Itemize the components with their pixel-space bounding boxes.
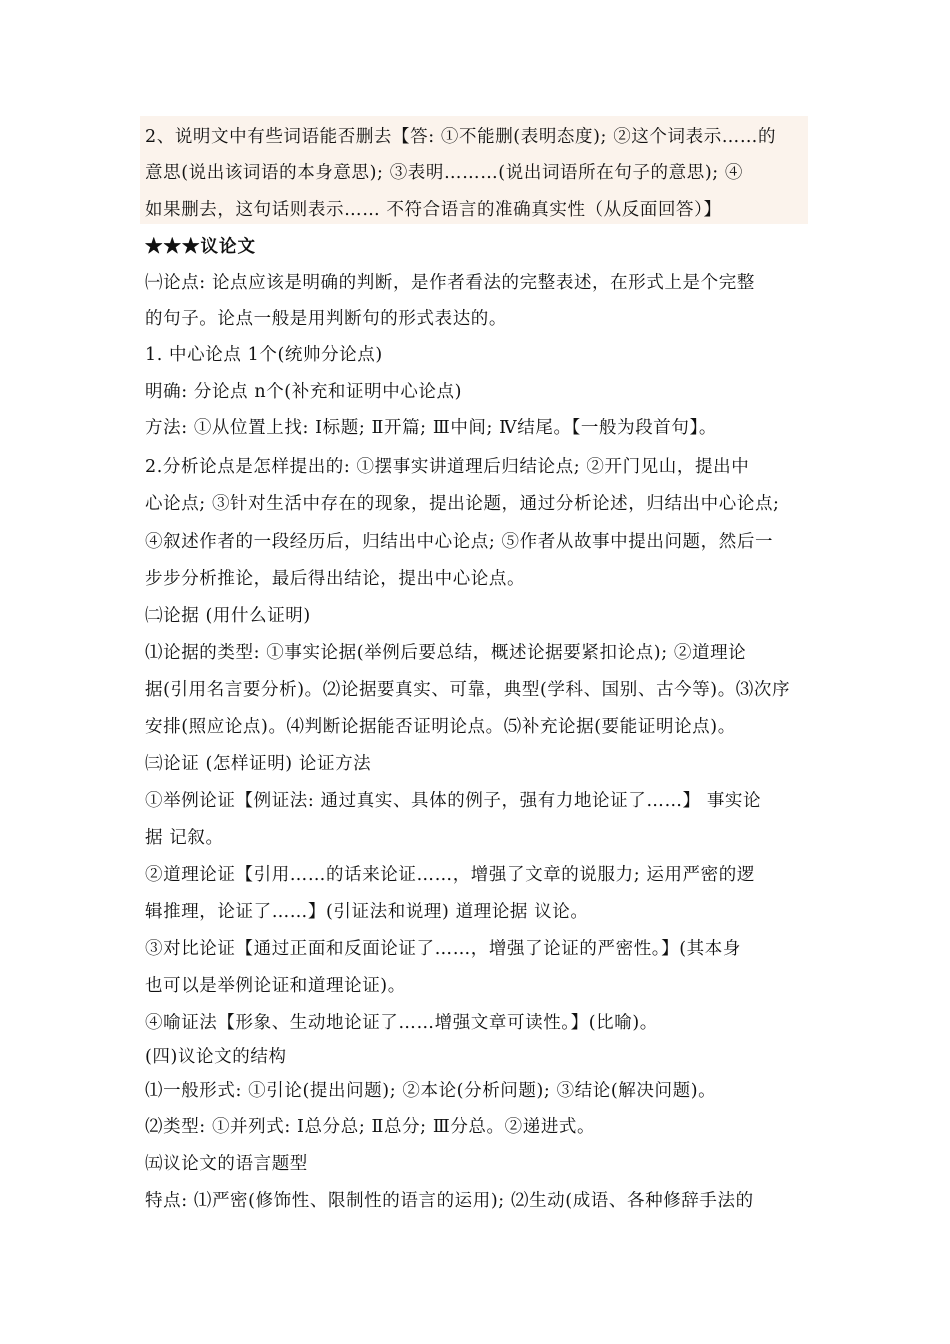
text-line-30: 特点: ⑴严密(修饰性、限制性的语言的运用); ⑵生动(成语、各种修辞手法的 bbox=[145, 1191, 754, 1211]
text-line-18: ㈢论证 (怎样证明) 论证方法 bbox=[145, 754, 372, 774]
text-line-16: 据(引用名言要分析)。⑵论据要真实、可靠，典型(学科、国别、古今等)。⑶次序 bbox=[145, 680, 791, 700]
text-line-28: ⑵类型: ①并列式: Ⅰ总分总; Ⅱ总分; Ⅲ分总。②递进式。 bbox=[145, 1117, 596, 1137]
text-line-6: 的句子。论点一般是用判断句的形式表达的。 bbox=[145, 309, 507, 329]
text-line-8: 明确: 分论点 n个(补充和证明中心论点) bbox=[145, 382, 463, 402]
text-line-14: ㈡论据 (用什么证明) bbox=[145, 606, 311, 626]
text-line-20: 据 记叙。 bbox=[145, 828, 224, 848]
text-line-17: 安排(照应论点)。⑷判断论据能否证明论点。⑸补充论据(要能证明论点)。 bbox=[145, 717, 736, 737]
text-line-25: ④喻证法【形象、生动地论证了……增强文章可读性。】(比喻)。 bbox=[145, 1013, 658, 1033]
text-line-12: ④叙述作者的一段经历后，归结出中心论点; ⑤作者从故事中提出问题，然后一 bbox=[145, 532, 774, 552]
section-title: ★★★议论文 bbox=[145, 237, 256, 257]
text-line-26: (四)议论文的结构 bbox=[145, 1047, 287, 1067]
text-line-9: 方法: ①从位置上找: Ⅰ标题; Ⅱ开篇; Ⅲ中间; Ⅳ结尾。【一般为段首句】。 bbox=[145, 418, 717, 438]
text-line-29: ㈤议论文的语言题型 bbox=[145, 1154, 308, 1174]
text-line-19: ①举例论证【例证法: 通过真实、具体的例子，强有力地论证了……】 事实论 bbox=[145, 791, 762, 811]
text-line-22: 辑推理，论证了……】(引证法和说理) 道理论据 议论。 bbox=[145, 902, 589, 922]
text-line-1: 2、说明文中有些词语能否删去【答: ①不能删(表明态度); ②这个词表示……的 bbox=[145, 127, 777, 147]
text-line-7: 1. 中心论点 1个(统帅分论点) bbox=[145, 345, 383, 365]
text-line-5: ㈠论点: 论点应该是明确的判断，是作者看法的完整表述，在形式上是个完整 bbox=[145, 273, 755, 293]
text-line-2: 意思(说出该词语的本身意思); ③表明………(说出词语所在句子的意思); ④ bbox=[145, 163, 744, 183]
text-line-23: ③对比论证【通过正面和反面论证了……，增强了论证的严密性。】(其本身 bbox=[145, 939, 741, 959]
text-line-27: ⑴一般形式: ①引论(提出问题); ②本论(分析问题); ③结论(解决问题)。 bbox=[145, 1081, 717, 1101]
text-line-21: ②道理论证【引用……的话来论证……，增强了文章的说服力; 运用严密的逻 bbox=[145, 865, 755, 885]
text-line-24: 也可以是举例论证和道理论证)。 bbox=[145, 976, 406, 996]
text-line-15: ⑴论据的类型: ①事实论据(举例后要总结，概述论据要紧扣论点); ②道理论 bbox=[145, 643, 747, 663]
text-line-3: 如果删去，这句话则表示…… 不符合语言的准确真实性（从反面回答）】 bbox=[145, 200, 722, 220]
text-line-13: 步步分析推论，最后得出结论，提出中心论点。 bbox=[145, 569, 526, 589]
text-line-11: 心论点; ③针对生活中存在的现象，提出论题，通过分析论述，归结出中心论点; bbox=[145, 494, 780, 514]
text-line-10: 2.分析论点是怎样提出的: ①摆事实讲道理后归结论点; ②开门见山，提出中 bbox=[145, 457, 750, 477]
